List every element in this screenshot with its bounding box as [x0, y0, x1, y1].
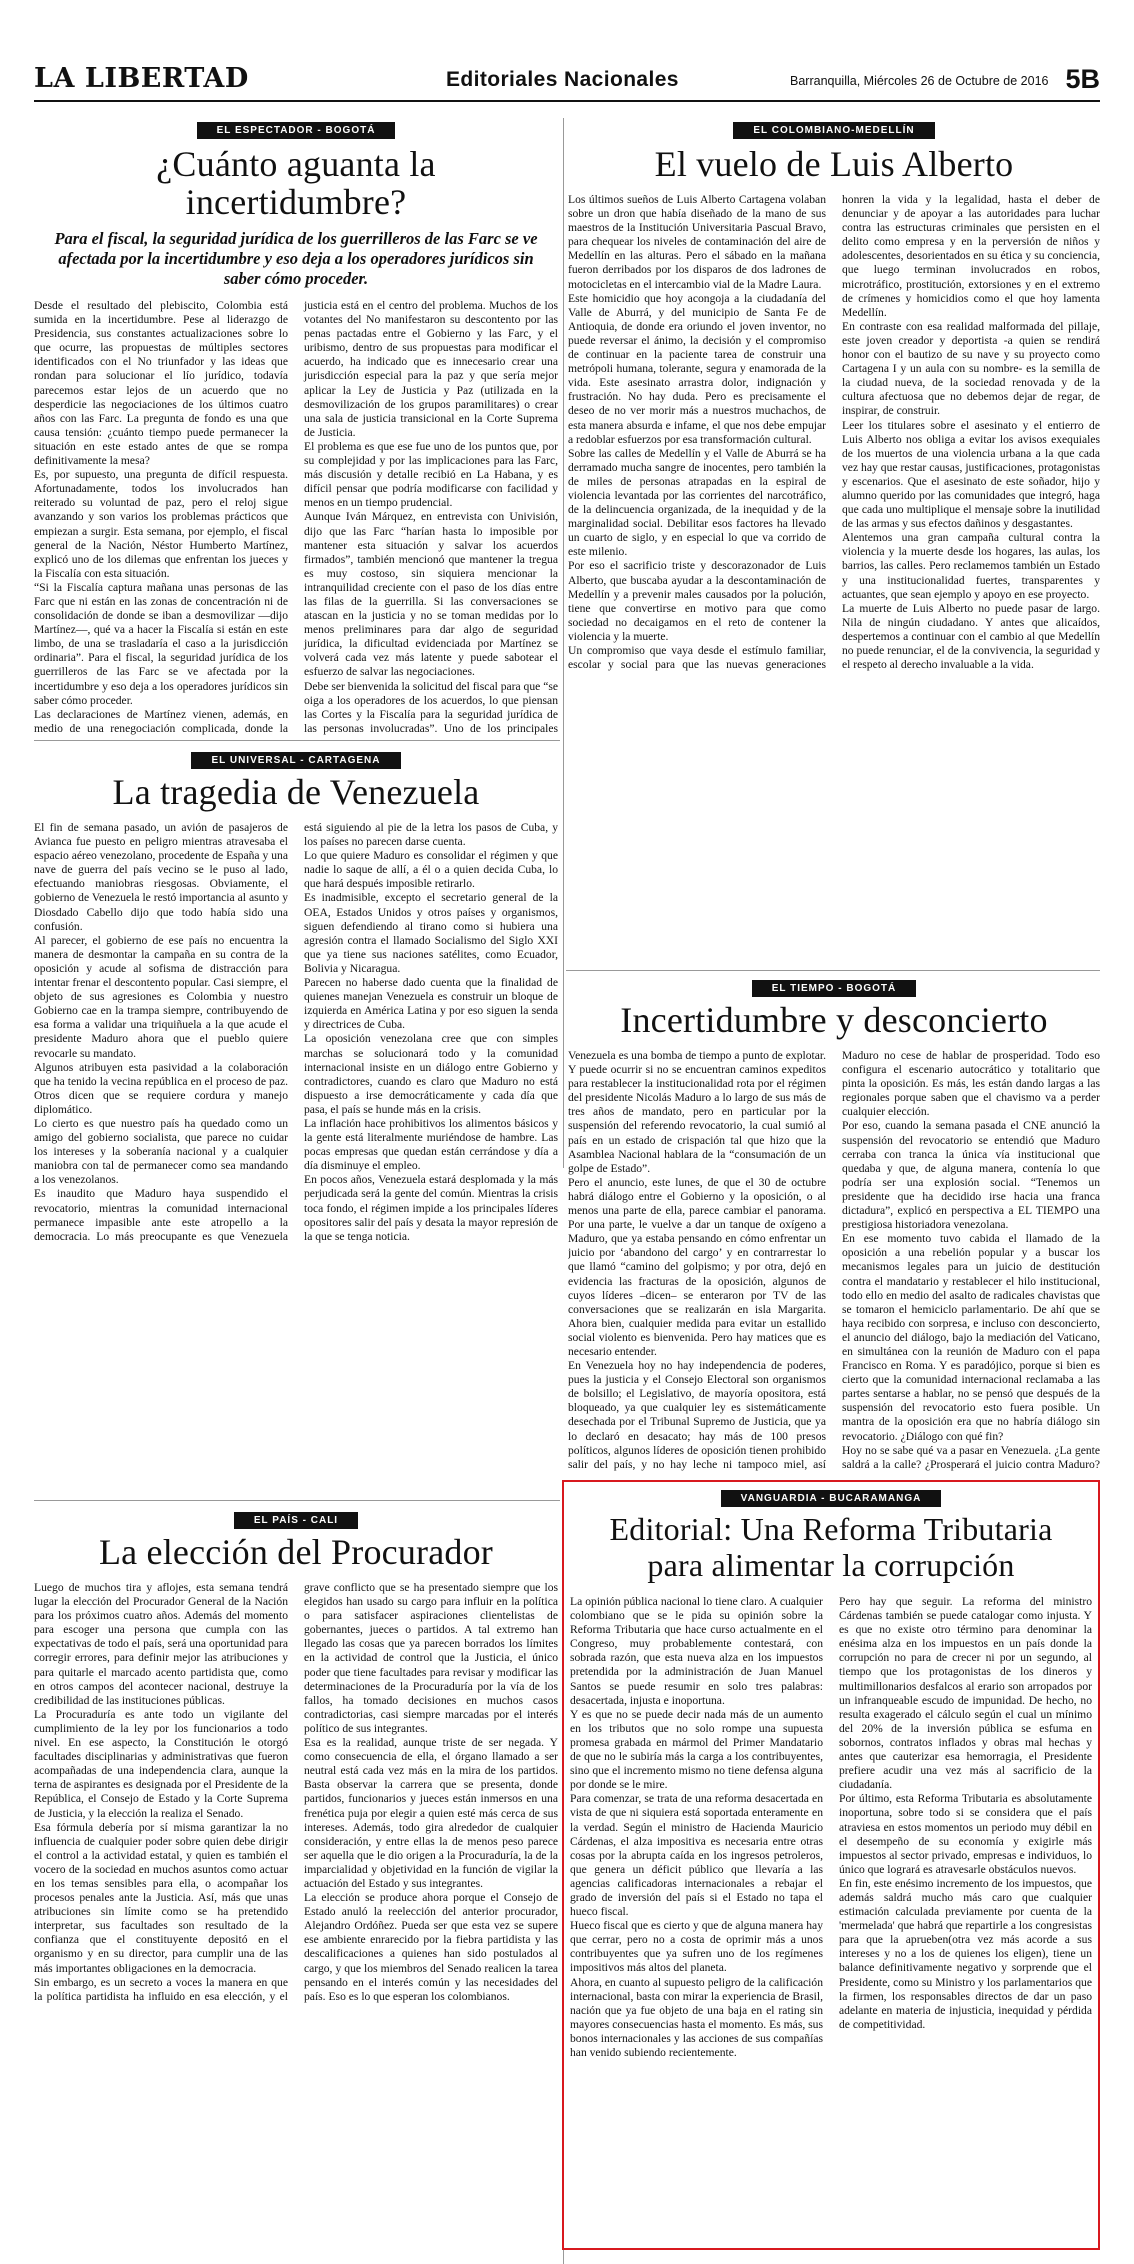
paragraph: Sobre las calles de Medellín y el Valle de Aburrá se ha derramado mucha sangre de inocentes, pero también la de miles de personas atrapadas en la espiral de violencia levantada por las corrientes del narcotráfico, de la delincuencia organizada, de la inequidad y de la marginalidad social. Debilitar esos factores ha llevado un cuarto de siglo, y en especial lo que va corrido de este milenio.: [568, 446, 826, 559]
paragraph: Es inadmisible, excepto el secretario general de la OEA, Estados Unidos y otros países y organismos, siguen defendiendo al tirano como si hubiera una agresión contra el llamado Socialismo del Siglo XXI que ya tiene sus naciones satélites, como Ecuador, Bolivia y Nicaragua.: [304, 891, 558, 975]
article-body: [568, 1049, 1100, 1474]
paragraph: Pero el anuncio, este lunes, de que el 30 de octubre habrá diálogo entre el Gobierno y la oposición, o al menos una parte de ella, parece cambiar el panorama. Por una parte, le vuelve a dar un tanque de oxígeno a Maduro, que ya estaba pensando en cómo enfrentar un juicio por ‘abandono del cargo’ y en contrarrestar lo que llamó “camino del golpismo; y por otra, dejó en evidencia las fracturas de la oposición, algunos de cuyos líderes –dicen– se enteraron por TV de las conversaciones que se realizarán en isla Margarita. Ahora bien, cualquier medida para evitar un estallido social violento es bienvenida. Pero hay matices que es necesario entender.: [568, 1175, 826, 1358]
editorial-vanguardia: [570, 1486, 1092, 2244]
source-label: EL UNIVERSAL - CARTAGENA: [191, 752, 400, 769]
article-body: [34, 299, 558, 738]
article-body: [34, 821, 558, 1496]
editorial-el-espectador: [34, 118, 558, 738]
headline: Editorial: Una Reforma Tributaria para alimentar la corrupción: [609, 1511, 1053, 1583]
paragraph: Lo que quiere Maduro es consolidar el régimen y que nadie lo saque de allí, a él o a quien decida Cuba, lo que hará después imposible retirarlo.: [304, 849, 558, 891]
headline: ¿Cuánto aguanta la incertidumbre?: [156, 144, 436, 222]
standfirst: Para el fiscal, la seguridad jurídica de los guerrilleros de las Farc se ve afectada por la incertidumbre y eso deja a los operadores jurídicos sin saber cómo proceder.: [54, 229, 538, 288]
paragraph: Por eso el sacrificio triste y descorazonador de Luis Alberto, que buscaba ayudar a la descontaminación de Medellín y a prevenir males causados por la polución, tiene que convertirse en motivo para que como sociedad no decaigamos en el reto de contener la violencia y la muerte.: [568, 559, 826, 643]
editorial-el-tiempo: [568, 976, 1100, 1474]
editorial-el-pais: [34, 1508, 558, 2260]
source-label: EL TIEMPO - BOGOTÁ: [752, 980, 916, 997]
paragraph: Al parecer, el gobierno de ese país no encuentra la manera de desmontar la campaña en su contra de la oposición y acude al sofisma de distracción para intentar frenar el descontento popular. Casi siempre, el objeto de sus agresiones es Colombia y nuestro Gobierno cae en la trampa siempre, contribuyendo de esa forma a validar una triquiñuela a la que acude el presidente Maduro ahora que el pueblo quiere revocarle su mandato.: [34, 933, 288, 1060]
paragraph: Algunos atribuyen esta pasividad a la colaboración que ha tenido la vecina república en el proceso de paz. Otros dicen que se requiere cordura y manejo diplomático.: [34, 1060, 288, 1116]
paragraph: El fin de semana pasado, un avión de pasajeros de Avianca fue puesto en peligro mientras atravesaba el espacio aéreo venezolano, procedente de España y una nave de guerra del país vecino se le puso al lado, efectuando maniobras riesgosas. Obviamente, el gobierno de Venezuela le restó importancia al asunto y Diosdado Cabello dijo que todo había sido una confusión.: [34, 821, 288, 933]
paragraph: Hueco fiscal que es cierto y que de alguna manera hay que cerrar, pero no a costa de oprimir más a unos contribuyentes que ya sufren uno de los regímenes impositivos más altos del planeta.: [570, 1919, 823, 1975]
masthead-rule: [34, 100, 1100, 102]
column-divider-upper: [563, 118, 564, 1168]
paragraph: Esa fórmula debería por sí misma garantizar la no influencia de cualquier poder sobre quien debe dirigir el control a la actividad estatal, y quien es también el vocero de la sociedad en muchos asuntos como actuar en los temas sensibles para ella, o acompañar los procesos penales ante la Justicia. Así, más que unas atribuciones sin límite como se ha pretendido interpretar, sus facultades son resultado de la confianza que el constituyente depositó en el organismo y en su director, para cumplir una de las más importantes obligaciones en la democracia.: [34, 1820, 288, 1975]
paragraph: Desde el resultado del plebiscito, Colombia está sumida en la incertidumbre. Pese al liderazgo de Presidencia, sus constantes actualizaciones sobre lo que ocurre, las propuestas de múltiples sectores identificados con el No triunfador y las ideas que rondan para solucionar el lío jurídico, todavía parecemos estar lejos de un acuerdo que no desperdicie las negociaciones de los últimos cuatro años con las Farc. La pregunta de fondo es una que causa tensión: ¿cuánto tiempo puede permanecer la situación en este estado antes de que se rompa definitivamente la mesa?: [34, 299, 288, 468]
editorial-el-universal: [34, 748, 558, 1496]
paragraph: Aunque Iván Márquez, en entrevista con Univisión, dijo que las Farc “harían hasta lo imposible por mantener esta situación y salvar los acuerdos firmados”, también mencionó que mantener la tregua es muy costoso, sin siquiera mencionar la intranquilidad creciente con el paso de los días entre las filas de la guerrilla. Si las conversaciones se atascan en la justicia y no se toman medidas por lo menos preliminares para dar algo de seguridad jurídica, la dificultad evidenciada por Martínez se volverá cada vez más latente y puede sabotear el esfuerzo de salvar las negociaciones.: [304, 510, 558, 679]
source-label: EL COLOMBIANO-MEDELLÍN: [733, 122, 934, 139]
editorial-el-colombiano: [568, 118, 1100, 966]
paragraph: Por eso, cuando la semana pasada el CNE anunció la suspensión del revocatorio se entendió que Maduro cerraba con tranca la única vía institucional que quedaba y que, de alguna manera, contenía lo que podría ser una explosión social. “Tenemos un presidente que ha decidido irse hacia una franca dictadura”, explicó en perspectiva a EL TIEMPO una prestigiosa historiadora venezolana.: [842, 1119, 1100, 1232]
paragraph: Venezuela es una bomba de tiempo a punto de explotar. Y puede ocurrir si no se encuentran caminos expeditos para restablecer la institucionalidad rota por el régimen del presidente Nicolás Maduro a lo largo de sus más de tres años de mandato, pero en particular por la suspensión del referendo revocatorio, la cual sumió al país en un estado de crispación tal que hizo que la Asamblea Nacional hablara de la “consumación de un golpe de Estado”.: [568, 1049, 826, 1175]
paragraph: Debe ser bienvenida la solicitud del fiscal para que “se oiga a los operadores de los acuerdos, lo que piensan las Cortes y la Fiscalía para la seguridad jurídica de las personas involucradas”. Uno de los principales: [304, 679, 558, 735]
newspaper-name: LA LIBERTAD: [34, 63, 249, 94]
paragraph: Un compromiso que vaya desde el estímulo familiar, escolar y social para que las nuevas generaciones honren la vida y la legalidad, hasta el deber de denunciar y de apoyar a las autoridades para luchar contra las estructuras criminales que persisten en el delito como empresa y en la perversión de niños y adolescentes, desorientados en su ética y su conciencia, que luego terminan involucrados en robos, microtráfico, prostitución, extorsiones y en el extremo de crímenes y homicidios como el que hoy lamenta Medellín.: [568, 193, 1100, 672]
paragraph: Por último, esta Reforma Tributaria es absolutamente inoportuna, sobre todo si se considera que el país atraviesa en estos momentos un periodo muy débil en el desempeño de su economía y exigirle más impuestos al sector privado, empresas e individuos, lo único que logrará es atravesarle obstáculos nuevos.: [839, 1792, 1092, 1876]
paragraph: Para comenzar, se trata de una reforma desacertada en vista de que ni siquiera está soportada enteramente en la verdad. Según el ministro de Hacienda Mauricio Cárdenas, el alza impositiva es necesaria entre otras cosas por la abrupta caída en los ingresos petroleros, que genera un déficit público que llevaría a las agencias calificadoras internacionales a rebajar el grado de inversión del país si el Estado no tapa el hueco fiscal.: [570, 1792, 823, 1919]
paragraph: Lo cierto es que nuestro país ha quedado como un amigo del gobierno socialista, que parece no cuidar los intereses y la soberanía nacional y a cualquier maniobra con tal de permanecer como sea mandando a los venezolanos.: [34, 1116, 288, 1187]
divider-left-1: [34, 740, 560, 741]
paragraph: Las declaraciones de Martínez vienen, además, en medio de una renegociación complicada, donde la justicia está en el centro del problema. Muchos de los votantes del No manifestaron su descontento por las penas pactadas entre el Gobierno y las Farc, y el uribismo, dentro de sus propuestas para modificar el acuerdo, ha indicado que es innecesario crear una jurisdicción especial para la paz y que sería mejor aplicar la Ley de Justicia y Paz (utilizada en la desmovilización de los grupos paramilitares) o crear una sala de justicia transicional en la Corte Suprema de Justicia.: [34, 299, 558, 735]
source-label: VANGUARDIA - BUCARAMANGA: [721, 1490, 942, 1507]
divider-left-2: [34, 1500, 560, 1501]
paragraph: Sin embargo, es un secreto a voces la manera en que la política partidista ha influido en esa elección, y el grave conflicto que se ha presentado siempre que los elegidos han usado su cargo para influir en la política o para satisfacer aspiraciones clientelistas de gobernantes, jueces o partidos. A tal extremo han llegado las cosas que ya parecen borrados los límites en la actividad de control que la Justicia, el único poder que tiene facultades para revisar y modificar las determinaciones de la Procuraduría por la vía de los fallos, ha tomado decisiones en muchos casos contradictorias, casi siempre marcadas por el interés político de sus integrantes.: [34, 1581, 558, 2003]
source-label: EL ESPECTADOR - BOGOTÁ: [197, 122, 396, 139]
headline: La elección del Procurador: [98, 1532, 493, 1572]
article-body: [34, 1581, 558, 2260]
paragraph: Los últimos sueños de Luis Alberto Cartagena volaban sobre un dron que había diseñado de la mano de sus maestros de la Institución Universitaria Pascual Bravo, para chequear los niveles de contaminación del aire de Medellín en las alturas. Pero el sábado en la mañana fueron derribados por los disparos de dos ladrones de motocicletas en el intercambio vial de la Madre Laura.: [568, 193, 826, 291]
page-number: 5B: [1065, 64, 1100, 94]
article-body: [570, 1595, 1092, 2244]
headline: Incertidumbre y desconcierto: [620, 1000, 1048, 1040]
paragraph: La Procuraduría es ante todo un vigilante del cumplimiento de la ley por los funcionarios a todo nivel. En ese aspecto, la Constitución le otorgó facultades disciplinarias y administrativas que fueron acompañadas de una independencia clara, aunque la terna de aspirantes es designada por el Presidente de la República, el Consejo de Estado y la Corte Suprema de Justicia, y la elección la realiza el Senado.: [34, 1707, 288, 1820]
paragraph: En fin, este enésimo incremento de los impuestos, que además saldrá mucho más caro que cualquier estimación calculada previamente por cuenta de la 'mermelada' que habrá que repartirle a los congresistas para que la aprueben(otra vez más acorde a sus intereses y no a los de quienes los eligen), tiene un balance definitivamente negativo y sorprende que el Presidente, como su Ministro y los parlamentarios que la firmen, los responsables directos de dar un paso adelante en materia de injusticia, inequidad y pérdida de competitividad.: [839, 1876, 1092, 2031]
source-label: EL PAÍS - CALI: [234, 1512, 358, 1529]
divider-right-1: [566, 970, 1100, 971]
paragraph: Y es que no se puede decir nada más de un aumento en los tributos que no solo rompe una supuesta promesa grabada en mármol del Primer Mandatario de que no le subiría más la carga a los contribuyentes, sino que el incremento mismo no tiene defensa alguna por donde se le mire.: [570, 1707, 823, 1792]
paragraph: Esa es la realidad, aunque triste de ser negada. Y como consecuencia de ella, el órgano llamado a ser neutral está cada vez más en la mira de los partidos. Basta observar la carrera que se presenta, donde partidos, funcionarios y jueces están inmersos en una frenética puja por elegir a quien esté más cerca de sus intereses. Además, todo gira alrededor de cualquier consideración, y entre ellas la de menos peso parece ser aquella que le dio origen a la Procuraduría, la de la imparcialidad y objetividad en la función de vigilar la actuación del Estado y sus integrantes.: [304, 1736, 558, 1890]
paragraph: Alentemos una gran campaña cultural contra la violencia y la muerte desde los hogares, las aulas, los barrios, las calles. Pero reclamemos también un Estado y una institucionalidad fuertes, transparentes y actuantes, que sean ejemplo y apoyo en ese proyecto.: [842, 531, 1100, 601]
paragraph: Leer los titulares sobre el asesinato y el entierro de Luis Alberto nos obliga a evitar los avisos exequiales de los muertos de una violencia urbana a la que cada vez hay que restar causas, justificaciones, protagonistas y escenarios. Que el asesinato de este soñador, hijo y alumno querido por las comunidades que integró, haga que cada uno multiplique el mensaje sobre la inutilidad de las armas y sus efectos dañinos y desgastantes.: [842, 418, 1100, 531]
paragraph: Es, por supuesto, una pregunta de difícil respuesta. Afortunadamente, todos los involucrados han reiterado su voluntad de paz, pero el reloj sigue avanzando y son varios los problemas prácticos que empiezan a surgir. Esta semana, por ejemplo, el fiscal general de la Nación, Néstor Humberto Martínez, explicó uno de los dilemas que enfrentan los jueces y la Fiscalía con esta situación.: [34, 468, 288, 580]
article-body: [568, 193, 1100, 963]
paragraph: “Si la Fiscalía captura mañana unas personas de las Farc que ni están en las zonas de concentración ni de consolidación de donde se iban a desmovilizar —dijo Martínez—, qué va a hacer la Fiscalía si están en este limbo, de una se trasladaría el caso a la jurisdicción ordinaria”. Para el fiscal, la seguridad jurídica de los guerrilleros de las Farc se ve afectada por la incertidumbre y eso deja a los operadores jurídicos sin saber cómo proceder.: [34, 580, 288, 707]
paragraph: Es inaudito que Maduro haya suspendido el revocatorio, mientras la comunidad internacional permanece impasible ante este atropello a la democracia. Lo más preocupante es que Venezuela está siguiendo al pie de la letra los pasos de Cuba, y los países no parecen darse cuenta.: [34, 821, 558, 1243]
paragraph: La inflación hace prohibitivos los alimentos básicos y la gente está literalmente muriéndose de hambre. Las pocas empresas que quedan están cerrándose y día a día disminuye el empleo.: [304, 1116, 558, 1173]
paragraph: En ese momento tuvo cabida el llamado de la oposición a una rebelión popular y a buscar los mecanismos legales para un juicio de destitución contra el mandatario y restablecer el hilo institucional, todo ello en medio del asalto de radicales chavistas que se tomaron el hemiciclo parlamentario. De ahí que se haya recibido con sorpresa, e incluso con desconcierto, el anuncio del diálogo, bajo la mediación del Vaticano, en simultánea con la reunión de Maduro con el papa Francisco en Roma. Y es paradójico, porque si bien es cierto que la comunidad internacional reclamaba a las partes sentarse a hablar, no se pensó que después de la suspensión del revocatorio esto fuera posible. Un mantra de la oposición era que no habría diálogo sin revocatorio. ¿Diálogo con qué fin?: [842, 1232, 1100, 1443]
paragraph: Luego de muchos tira y aflojes, esta semana tendrá lugar la elección del Procurador General de la Nación para los próximos cuatro años. Además del momento para escoger una persona que cumpla con las expectativas de todo el país, será una oportunidad para corregir errores, para definir mejor las atribuciones y para quitarle el marcado acento partidista que, como en otros campos del acontecer nacional, destruye la credibilidad de las instituciones públicas.: [34, 1581, 288, 1707]
paragraph: En pocos años, Venezuela estará desplomada y la más perjudicada será la gente del común. Mientras la crisis toca fondo, el régimen impide a los principales líderes opositores salir del país y desata la mayor represión de la que se tenga noticia.: [304, 1173, 558, 1243]
paragraph: La muerte de Luis Alberto no puede pasar de largo. Nila de ningún ciudadano. Y antes que alicaídos, despertemos a continuar con el cambio al que Medellín no puede renunciar, el de la convivencia, la seguridad y el respeto al derecho invaluable a la vida.: [842, 601, 1100, 672]
paragraph: En Venezuela hoy no hay independencia de poderes, pues la justicia y el Consejo Electoral son organismos de bolsillo; el Legislativo, de mayoría opositora, está bloqueado, ya que cualquier ley es sistemáticamente desechada por el Tribunal Supremo de Justicia, que ya lo declaró en desacato; hay más de 100 presos políticos, algunos líderes de oposición tienen prohibido salir del país, y no hay leche ni tampoco miel, así Maduro no cese de hablar de prosperidad. Todo eso configura el escenario autocrático y totalitario que pinta la oposición. Es más, les están dando largas a las regionales porque saben que el chavismo va a perder cualquier elección.: [568, 1049, 1100, 1471]
headline: La tragedia de Venezuela: [112, 772, 480, 812]
paragraph: Hoy no se sabe qué va a pasar en Venezuela. ¿La gente saldrá a la calle? ¿Prosperará el juicio contra Maduro?: [842, 1443, 1100, 1471]
paragraph: En contraste con esa realidad malformada del pillaje, este joven creador y deportista -a quien se rendirá honor con el bautizo de su nave y su proyecto como Cartagena I y un aula con su nombre- es la semilla de la ciudad nueva, de la sociedad renovada y de la cultura afectuosa que no debemos dejar de regar, de inspirar, de construir.: [842, 319, 1100, 418]
paragraph: Parecen no haberse dado cuenta que la finalidad de quienes manejan Venezuela es construir un bloque de izquierda en América Latina y por eso siguen la senda y directrices de Cuba.: [304, 976, 558, 1032]
paragraph: La opinión pública nacional lo tiene claro. A cualquier colombiano que se le pida su opinión sobre la Reforma Tributaria que hace curso actualmente en el Congreso, muy probablemente contestará, con sobrada razón, que esta nueva alza en los impuestos pretendida por la administración de Juan Manuel Santos se puede resumir en solo tres palabras: desacertada, injusta e inoportuna.: [570, 1595, 823, 1707]
paragraph: La elección se produce ahora porque el Consejo de Estado anuló la reelección del anterior procurador, Alejandro Ordóñez. Pueda ser que esta vez se supere ese ambiente enrarecido por la fiebra partidista y las descalificaciones a quienes han sido postulados al cargo, y que los miembros del Senado realicen la tarea pensando en el interés común y las necesidades del país. Eso es lo que esperan los colombianos.: [304, 1891, 558, 2003]
paragraph: Pero hay que seguir. La reforma del ministro Cárdenas también se puede catalogar como injusta. Y es que no existe otro término para denominar la enésima alza en los impuestos en un país donde la corrupción no para de crecer ni por un segundo, al tiempo que los protagonistas de los dineros y multimillonarios desfalcos al erario son arropados por un infranqueable escudo de impunidad. De hecho, no resulta exagerado el cálculo según el cual un mínimo del 20% de la inversión pública se esfuma en sobornos, contratos inflados y obras mal hechas y antes que cauterizar esa hemorragia, el Presidente prefiere acudir una vez más al sacrificio de la ciudadanía.: [839, 1595, 1092, 1792]
paragraph: Ahora, en cuanto al supuesto peligro de la calificación internacional, basta con mirar la experiencia de Brasil, nación que ya fue objeto de una baja en el rating sin mayores consecuencias hasta el momento. Es más, sus bonos internacionales y las acciones de sus compañías han venido subiendo recientemente.: [570, 1975, 823, 2059]
paragraph: Este homicidio que hoy acongoja a la ciudadanía del Valle de Aburrá, y del municipio de Santa Fe de Antioquia, de donde era oriundo el joven inventor, no puede reversar el ánimo, la decisión y el compromiso de continuar en la paciente tarea de construir una metrópoli humana, tolerante, segura y enamorada de la vida. Este asesinato arrastra dolor, indignación y frustración. No hay duda. Pero es precisamente el deseo de no ver morir más a nuestros muchachos, de esta manera absurda e infame, el que nos debe empujar a redoblar esfuerzos por esa transformación cultural.: [568, 291, 826, 446]
issue-date: Barranquilla, Miércoles 26 de Octubre de 2016: [790, 74, 1049, 88]
section-name: Editoriales Nacionales: [446, 68, 679, 91]
paragraph: La oposición venezolana cree que con simples marchas se solucionará todo y la comunidad internacional insiste en un diálogo entre Gobierno y contradictores, cuando es claro que Maduro no está dispuesto a irse democráticamente y cada día que pasa, el país se hunde más en la crisis.: [304, 1032, 558, 1116]
headline: El vuelo de Luis Alberto: [654, 144, 1014, 184]
masthead: [34, 64, 1100, 100]
paragraph: El problema es que ese fue uno de los puntos que, por su complejidad y por las implicaciones para las Farc, más discusión y detalle recibió en La Habana, y es difícil pensar que podría modificarse con facilidad y menos en un tiempo prudencial.: [304, 439, 558, 510]
